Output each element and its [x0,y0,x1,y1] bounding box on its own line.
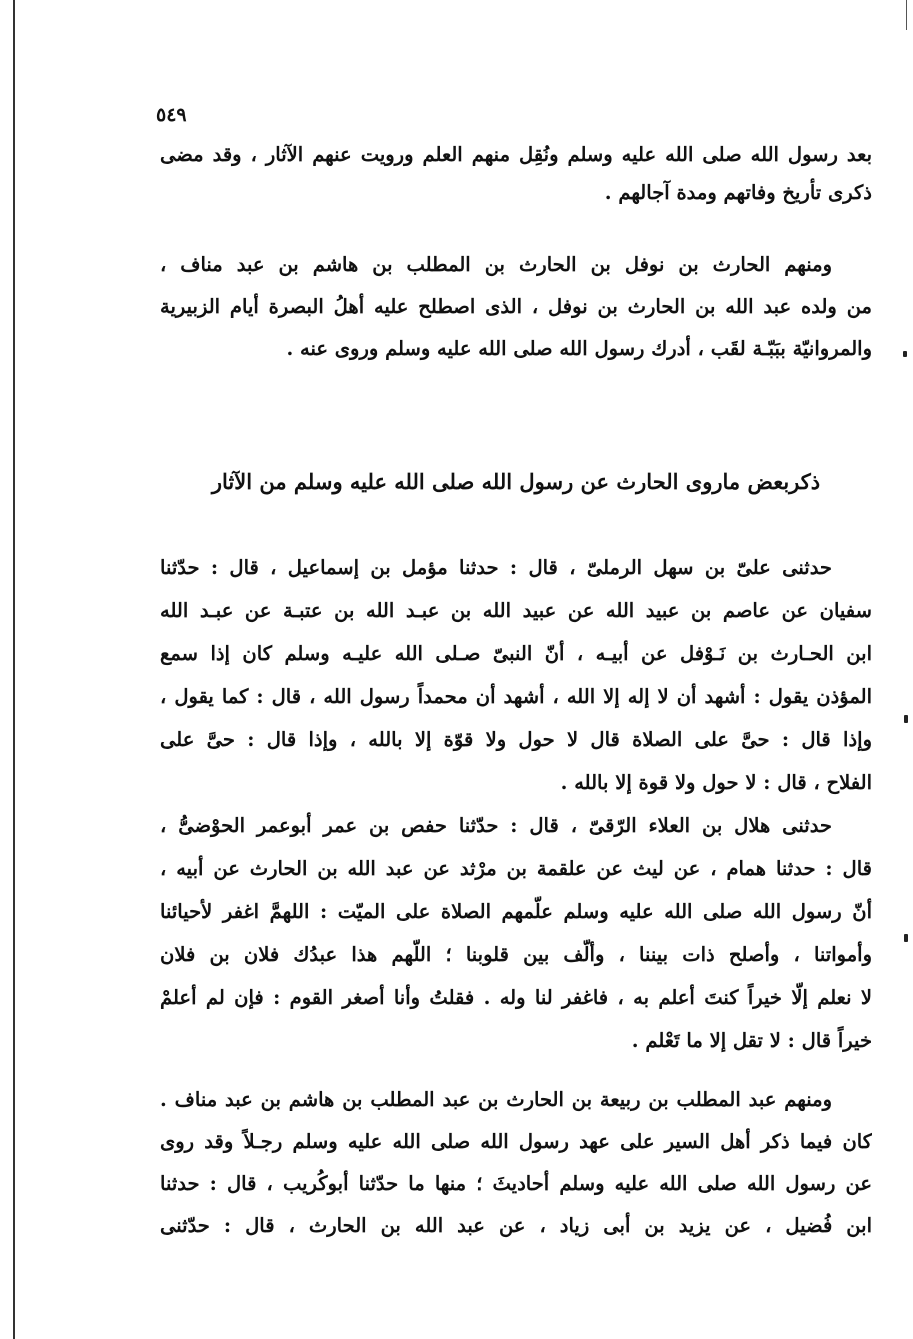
text-line: وأمواتنا ، وأصلح ذات بيننا ، وألّف بين قلوبنا ؛ اللّهم هذا عبدُك فلان بن فلان [160,943,872,966]
text-line: سفيان عن عاصم بن عبيد الله عن عبيد الله بن عبـد الله بن عتبـة عن عبـد الله [160,599,872,622]
text-line: حدثنى علىّ بن سهل الرملىّ ، قال : حدثنا مؤمل بن إسماعيل ، قال : حدّثنا [160,556,832,579]
text-line: ابن الحـارث بن نَـوْفل عن أبيـه ، أنّ النبىّ صـلى الله عليـه وسلم كان إذا سمع [160,642,872,665]
margin-speck [904,934,908,942]
text-line: ذكرى تأريخ وفاتهم ومدة آجالهم . [604,181,872,204]
text-line: كان فيما ذكر أهل السير على عهد رسول الله صلى الله عليه وسلم رجـلاً وقد روى [160,1130,872,1153]
text-line: حدثنى هلال بن العلاء الرّقىّ ، قال : حدّثنا حفص بن عمر أبوعمر الحوْضىُّ ، [160,814,832,837]
paragraph-continuation [160,136,872,212]
paragraph-abd-al-muttalib [160,1079,872,1247]
text-line: من ولده عبد الله بن الحارث بن نوفل ، الذى اصطلح عليه أهلُ البصرة أيام الزبيرية [160,295,872,318]
text-line: خيراً قال : لا تقل إلا ما تَعْلم . [631,1029,872,1052]
text-line: المؤذن يقول : أشهد أن لا إله إلا الله ، أشهد أن محمداً رسول الله ، قال : كما يقول ، [160,685,872,708]
text-line: بعد رسول الله صلى الله عليه وسلم ونُقِل منهم العلم ورويت عنهم الآثار ، وقد مضى [160,143,872,166]
text-line: وإذا قال : حىَّ على الصلاة قال لا حول ولا قوّة إلا بالله ، وإذا قال : حىَّ على [160,728,872,751]
page-number: ٥٤٩ [156,104,187,126]
text-line: الفلاح ، قال : لا حول ولا قوة إلا بالله . [560,771,872,794]
text-line: ومنهم الحارث بن نوفل بن الحارث بن المطلب بن هاشم بن عبد مناف ، [160,253,832,276]
margin-speck [903,351,907,357]
page-edge-line [13,0,15,1339]
paragraph-al-harith-ibn-nawfal [160,244,872,370]
text-line: ابن فُضيل ، عن يزيد بن أبى زياد ، عن عبد الله بن الحارث ، قال : حدّثنى [160,1214,872,1237]
text-line: أنّ رسول الله صلى الله عليه وسلم علّمهم الصلاة على الميّت : اللهمَّ اغفر لأحيائنا [160,900,872,923]
page-corner-mark [906,0,907,30]
section-heading: ذكربعض ماروى الحارث عن رسول الله صلى الله عليه وسلم من الآثار [211,469,821,494]
text-line: قال : حدثنا همام ، عن ليث عن علقمة بن مرْثد عن عبد الله بن الحارث عن أبيه ، [160,857,872,880]
text-line: لا نعلم إلّا خيراً كنتَ أعلم به ، فاغفر لنا وله . فقلتُ وأنا أصغر القوم : فإن لم أعلمْ [160,986,872,1009]
text-line: عن رسول الله صلى الله عليه وسلم أحاديثَ ؛ منها ما حدّثنا أبوكُريب ، قال : حدثنا [160,1172,872,1195]
margin-speck [904,715,908,723]
text-line: والمروانيّة ببَبّـة لقَب ، أدرك رسول الله صلى الله عليه وسلم وروى عنه . [286,337,872,360]
hadith-narrations [160,546,872,1062]
text-line: ومنهم عبد المطلب بن ربيعة بن الحارث بن عبد المطلب بن هاشم بن عبد مناف . [160,1088,832,1111]
